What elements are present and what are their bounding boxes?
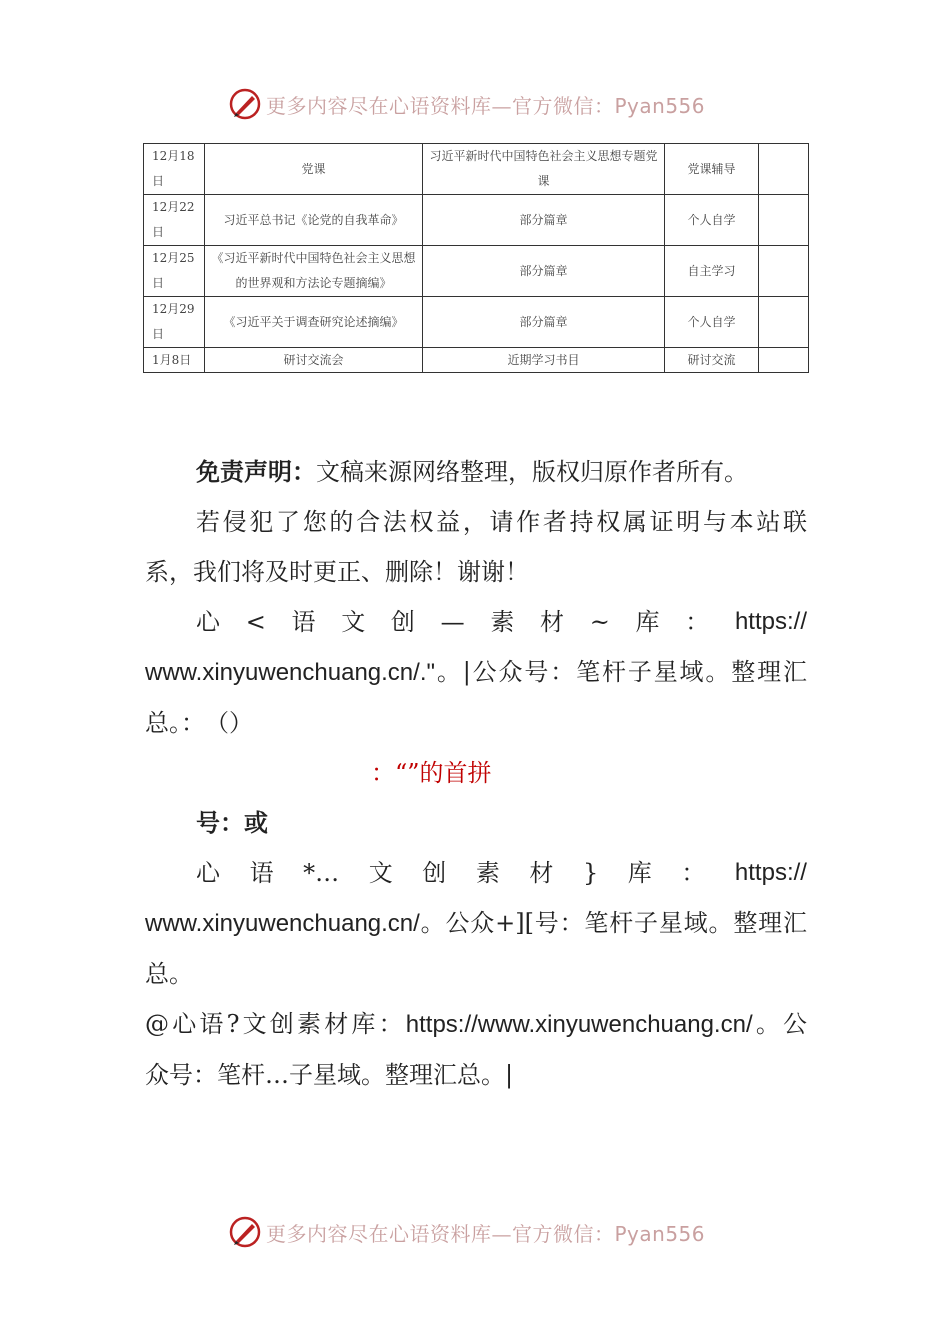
content-cell: 部分篇章 [423,297,665,348]
banner-text: 更多内容尽在心语资料库—官方微信：Pyan556 [266,1221,706,1246]
content-cell: 近期学习书目 [423,348,665,373]
content-cell: 部分篇章 [423,195,665,246]
source1-line2: www.xinyuwenchuang.cn/."。|公众号：笔杆子星域。整理汇 [145,658,807,686]
url-link[interactable]: https://www.xinyuwenchuang.cn/ [405,1011,753,1038]
red-note: ：“”的首拼 [371,759,492,787]
date-cell: 12月22 日 [144,195,205,246]
url-link[interactable]: https:// [734,608,807,635]
source3-line1: @心语?文创素材库：https://www.xinyuwenchuang.cn/。公 [145,1010,808,1038]
url-link[interactable]: www.xinyuwenchuang.cn/." [145,659,436,686]
source2-line1: 心 语 *… 文 创 素 材 } 库 ： https:// [145,848,807,898]
source1-line3: 总。： （） [145,709,253,737]
note-cell [759,144,809,195]
date-cell: 12月25 日 [144,246,205,297]
source3-line2: 众号：笔杆…子星域。整理汇总。| [145,1061,514,1089]
study-schedule-table [143,143,809,373]
disclaimer-p2-line2: 系，我们将及时更正、删除！谢谢！ [145,558,529,586]
wechat-id: Pyan556 [614,93,706,118]
type-cell: 研讨交流会 [205,348,423,373]
bold-note: 号：或 [196,809,268,837]
url-link[interactable]: https:// [734,859,807,886]
banner-text: 更多内容尽在心语资料库—官方微信：Pyan556 [266,93,706,118]
pen-logo-icon [228,1215,262,1249]
date-cell: 1月8日 [144,348,205,373]
table-row [144,144,809,195]
table-row [144,246,809,297]
note-cell [759,297,809,348]
source1-line1: 心 < 语 文 创 — 素 材 ~ 库 ： https:// [145,597,807,647]
disclaimer-p2-line1: 若侵犯了您的合法权益，请作者持权属证明与本站联 [196,508,807,536]
source2-line2: www.xinyuwenchuang.cn/。公众+][号：笔杆子星域。整理汇 [145,909,807,937]
method-cell: 自主学习 [665,246,759,297]
type-cell: 党课 [205,144,423,195]
note-cell [759,246,809,297]
method-cell: 党课辅导 [665,144,759,195]
content-cell: 部分篇章 [423,246,665,297]
header-banner [228,84,705,124]
method-cell: 研讨交流 [665,348,759,373]
method-cell: 个人自学 [665,195,759,246]
date-cell: 12月18 日 [144,144,205,195]
disclaimer-section [145,447,807,1100]
disclaimer-label: 免责声明： [196,458,316,486]
url-link[interactable]: www.xinyuwenchuang.cn/ [145,910,420,937]
table-row [144,348,809,373]
table-row [144,297,809,348]
date-cell: 12月29 日 [144,297,205,348]
note-cell [759,348,809,373]
disclaimer-line: 免责声明：文稿来源网络整理，版权归原作者所有。 [196,458,748,486]
type-cell: 《习近平关于调查研究论述摘编》 [205,297,423,348]
pen-logo-icon [228,87,262,121]
method-cell: 个人自学 [665,297,759,348]
type-cell: 习近平总书记《论党的自我革命》 [205,195,423,246]
content-cell: 习近平新时代中国特色社会主义思想专题党课 [423,144,665,195]
table-row [144,195,809,246]
wechat-id: Pyan556 [614,1221,706,1246]
footer-banner [228,1212,705,1252]
source2-line3: 总。 [145,960,193,988]
type-cell: 《习近平新时代中国特色社会主义思想的世界观和方法论专题摘编》 [205,246,423,297]
note-cell [759,195,809,246]
